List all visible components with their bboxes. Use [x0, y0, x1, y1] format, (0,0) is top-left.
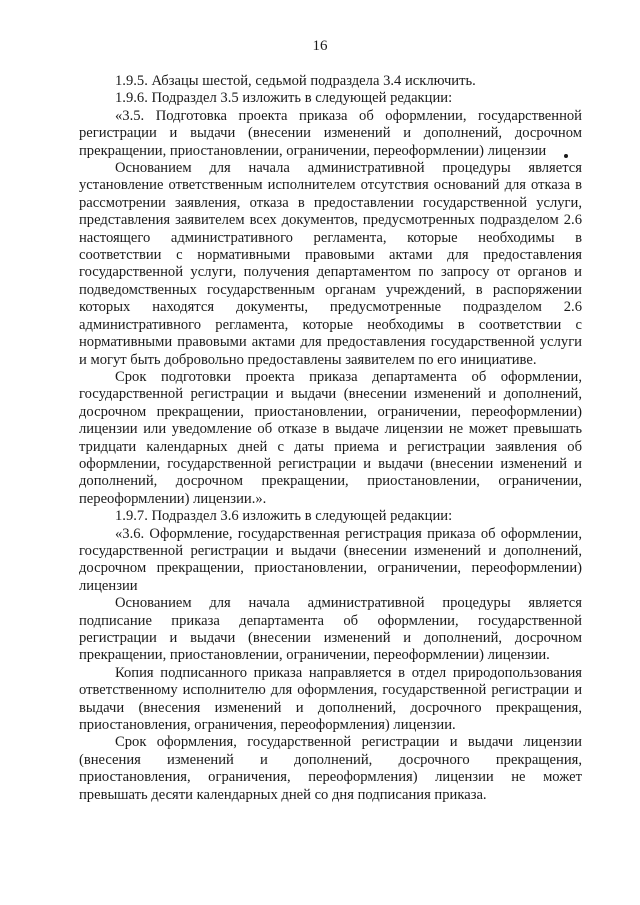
scan-dot-mark — [564, 154, 568, 158]
paragraph-1-9-6: 1.9.6. Подраздел 3.5 изложить в следующей редакции: — [115, 90, 453, 107]
paragraph-1-9-5: 1.9.5. Абзацы шестой, седьмой подраздела 3.4 исключить. — [115, 73, 476, 89]
paragraph-procedure-basis: Основанием для начала административной процедуры является установление ответственным исполнителем отсутствия оснований для отказа в рассмотрении заявления, отказа в предоставлении государственной услуги, представления заявителем всех документов, предусмотренных подразделом 2.6 настоящего административного регламента, которые необходимы в соответствии с нормативными правовыми актами для предоставления государственной услуги, получения департаментом по запросу от органов и подведомственных государственным органам учреждений, в распоряжении которых находятся документы, предусмотренные подразделом 2.6 административного регламента, которые необходимы в соответствии с нормативными правовыми актами для предоставления государственной услуги и могут быть добровольно предоставлены заявителем по его инициативе. — [79, 160, 582, 368]
paragraph-preparation-term: Срок подготовки проекта приказа департамента об оформлении, государственной регистрации и выдачи (внесении изменений и дополнений, досрочном прекращении, приостановлении, ограничении, переоформлении) лицензии или уведомление об отказе в выдаче лицензии не может превышать тридцати календарных дней с даты приема и регистрации заявления об оформлении, государственной регистрации и выдачи (внесении изменений и дополнений, досрочном прекращении, приостановлении, ограничении, переоформлении) лицензии.». — [79, 368, 582, 507]
page-number: 16 — [312, 38, 328, 54]
paragraph-registration-term: Срок оформления, государственной регистрации и выдачи лицензии (внесения изменений и дополнений, досрочного прекращения, приостановления, ограничения, переоформления) лицензии не может превышать десяти календарных дней со дня подписания приказа. — [79, 734, 582, 803]
document-body — [79, 73, 582, 804]
paragraph-order-copy: Копия подписанного приказа направляется в отдел природопользования ответственному исполнителю для оформления, государственной регистрации и выдачи (внесения изменений и дополнений, досрочного прекращения, приостановления, ограничения, переоформления) лицензии. — [79, 664, 582, 734]
paragraph-section-3-5-heading: «3.5. Подготовка проекта приказа об оформлении, государственной регистрации и выдачи (внесении изменений и дополнений, досрочном прекращении, приостановлении, ограничении, переоформлении) лицензии — [79, 107, 582, 159]
paragraph-1-9-7: 1.9.7. Подраздел 3.6 изложить в следующей редакции: — [115, 508, 453, 525]
paragraph-signing-basis: Основанием для начала административной процедуры является подписание приказа департамента об оформлении, государственной регистрации и выдачи (внесении изменений и дополнений, досрочном прекращении, приостановлении, ограничении, переоформлении) лицензии. — [79, 595, 582, 664]
paragraph-section-3-6-heading: «3.6. Оформление, государственная регистрация приказа об оформлении, государственной регистрации и выдачи (внесении изменений и дополнений, досрочном прекращении, приостановлении, ограничении, переоформлении) лицензии — [79, 525, 582, 594]
